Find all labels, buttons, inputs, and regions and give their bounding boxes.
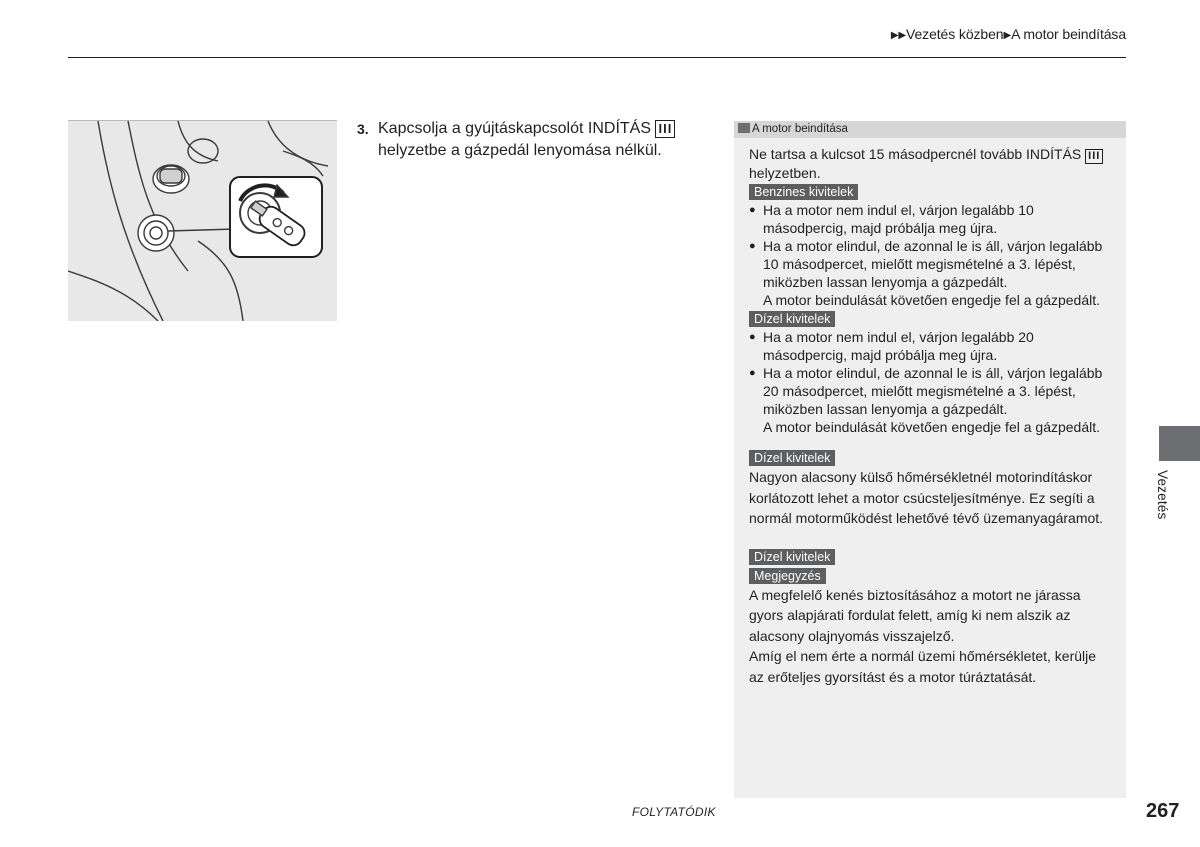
page-number: 267 [1146,800,1180,822]
intro-text-end: helyzetben. [749,165,821,181]
ignition-key-illustration-icon [68,121,337,321]
section-tag: Dízel kivitelek [749,450,835,466]
breadcrumb [891,26,1126,42]
list-item: ● Ha a motor elindul, de azonnal le is áll, várjon legalább 20 másodpercet, mielőtt megismételné a 3. lépést, miközben lassan lenyomja a gázpedált. [749,364,1114,418]
paragraph: Nagyon alacsony külső hőmérsékletnél motorindításkor korlátozott lehet a motor csúcsteljesítménye. Ez segíti a normál motorműködést lehetővé tévő üzemanyagáramot. [749,469,1104,526]
paragraph: A megfelelő kenés biztosításához a motort ne járassa gyors alapjárati fordulat felett, amíg ki nem alszik az alacsony olajnyomás visszajelző. [749,586,1081,644]
chapter-tab [1159,426,1200,461]
list-note: A motor beindulását követően engedje fel a gázpedált. [763,292,1101,308]
breadcrumb-section: Vezetés közben [906,26,1004,42]
paragraph: Amíg el nem érte a normál üzemi hőmérsékletet, kerülje az erőteljes gyorsítást és a motor túráztatását. [749,648,1097,685]
section-tag: Dízel kivitelek [749,311,835,327]
step-text [378,118,697,162]
sidebar-title: A motor beindítása [752,123,848,135]
reference-marker-icon [738,123,750,133]
section-tag: Dízel kivitelek [749,549,835,565]
step-number: 3. [357,121,369,137]
list-note: A motor beindulását követően engedje fel a gázpedált. [763,419,1101,435]
ignition-illustration [68,120,337,321]
sidebar-body [734,138,1126,687]
note-tag: Megjegyzés [749,568,826,584]
step-3 [357,118,697,162]
sidebar-header [734,121,1126,138]
list-item: ● Ha a motor nem indul el, várjon legalább 20 másodpercig, majd próbálja meg újra. [749,328,1114,364]
list-item: ● Ha a motor elindul, de azonnal le is áll, várjon legalább 10 másodpercet, mielőtt megismételné a 3. lépést, miközben lassan lenyomja a gázpedált. [749,237,1114,291]
double-arrow-icon: ▶▶ [890,30,907,41]
intro-text-start: Ne tartsa a kulcsot 15 másodpercnél tovább INDÍTÁS [749,146,1086,162]
section-tag: Benzines kivitelek [749,184,858,200]
chapter-label: Vezetés [1155,470,1170,520]
start-position-symbol: III [655,120,675,138]
arrow-icon: ▶ [1003,30,1012,41]
start-position-symbol: III [1085,149,1103,164]
continues-label: FOLYTATÓDIK [632,805,716,819]
list-item: ● Ha a motor nem indul el, várjon legalább 10 másodpercig, majd próbálja meg újra. [749,201,1114,237]
sidebar-intro [749,145,1114,182]
sidebar-note [734,121,1126,798]
step-text-end: helyzetbe a gázpedál lenyomása nélkül. [378,142,662,159]
header-divider [68,57,1126,58]
step-text-start: Kapcsolja a gyújtáskapcsolót INDÍTÁS [378,120,656,137]
breadcrumb-topic: A motor beindítása [1011,26,1126,42]
